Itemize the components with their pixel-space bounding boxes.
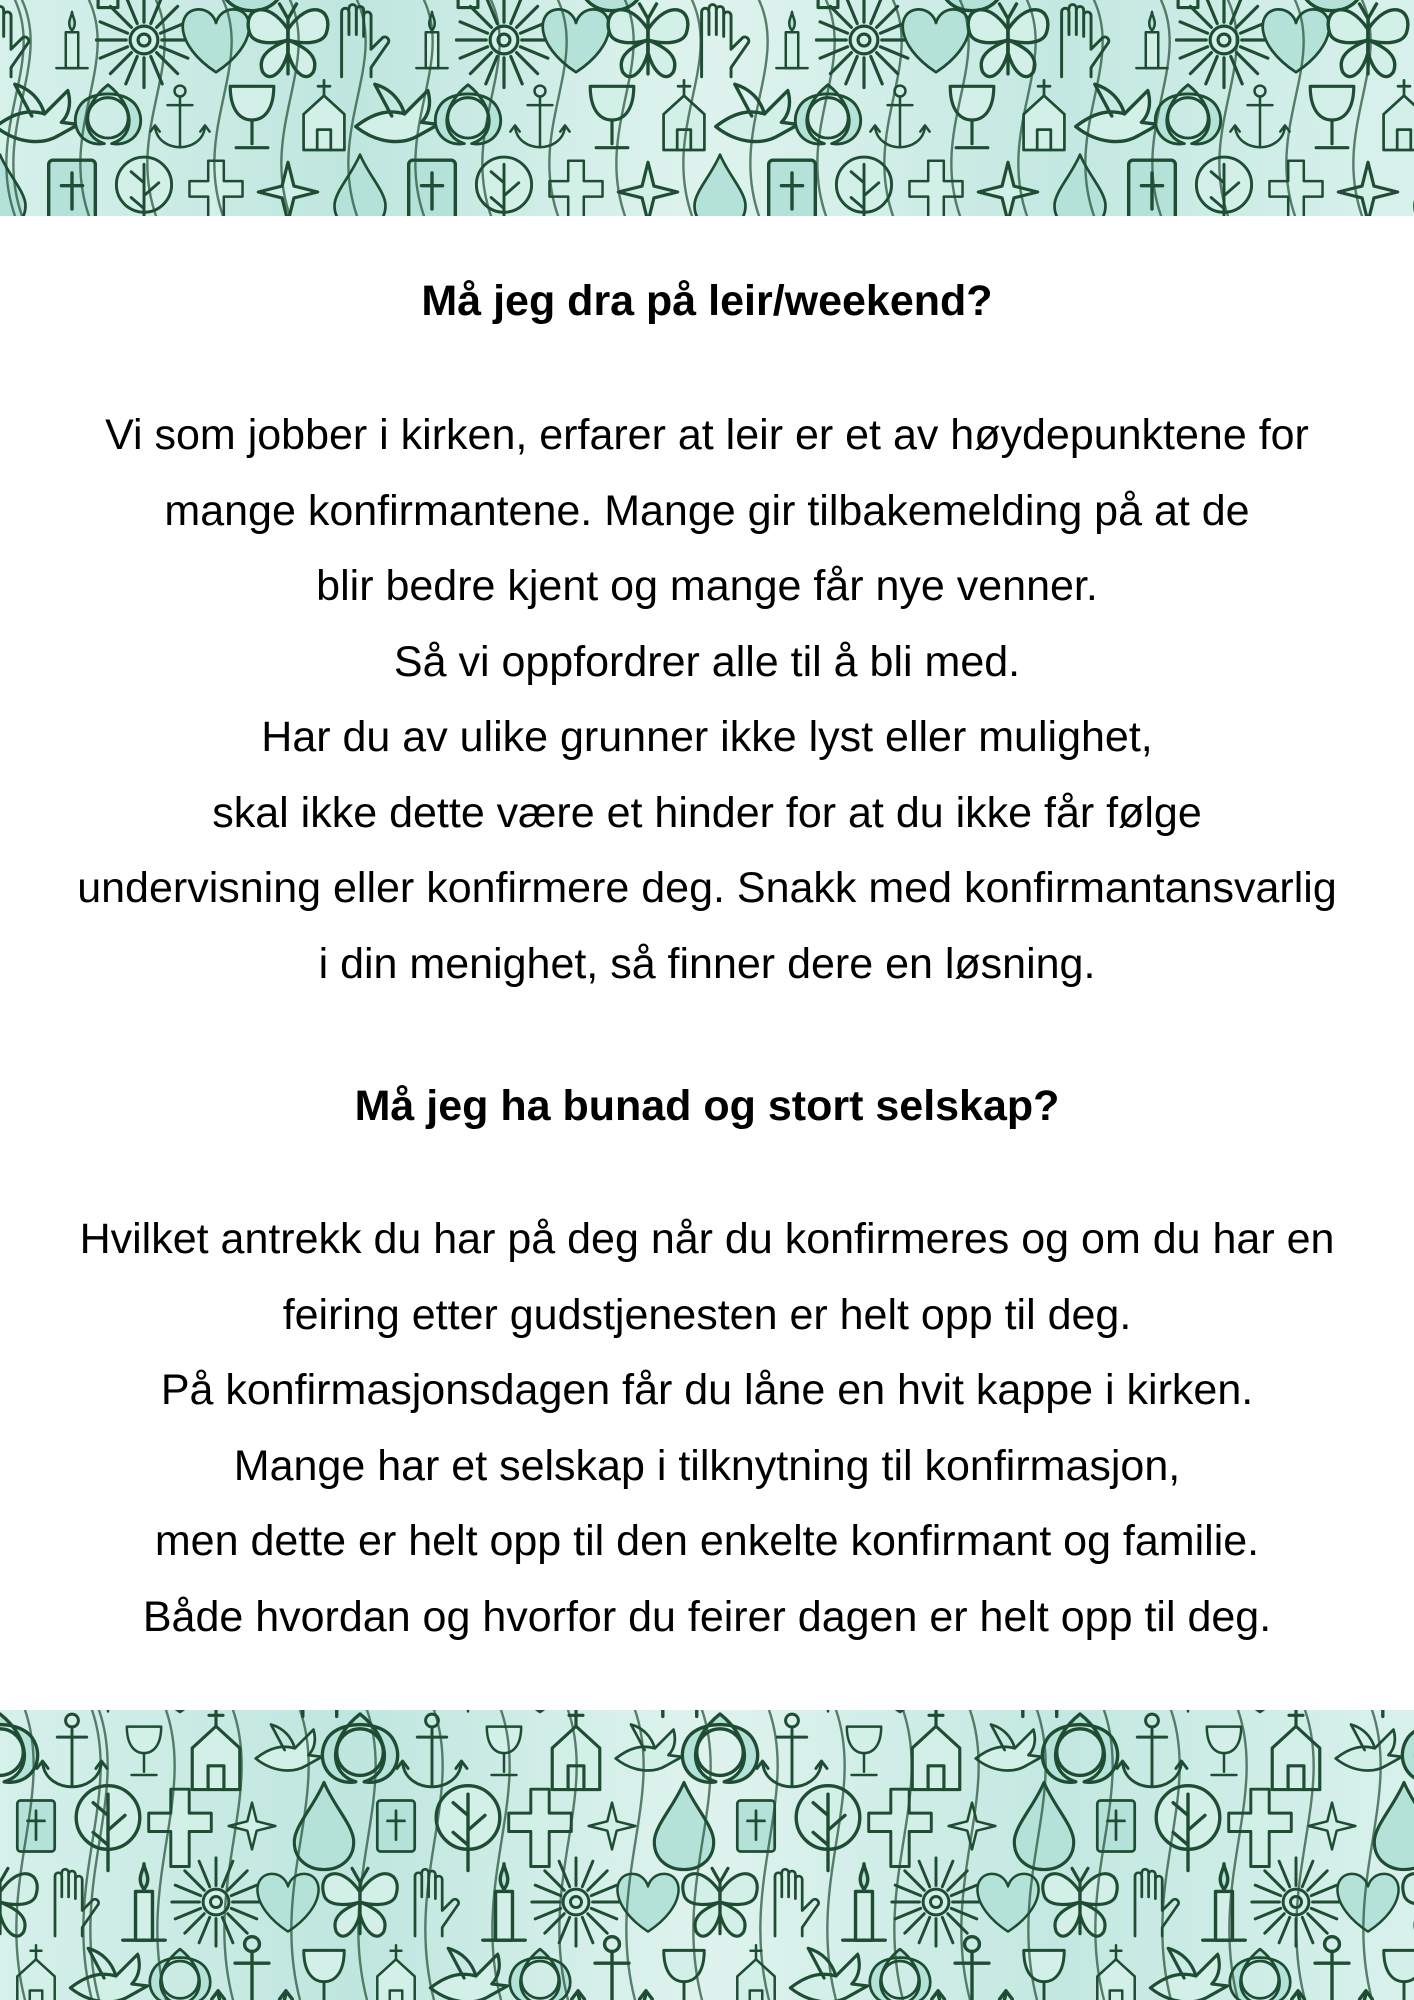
heart-icon: [543, 9, 610, 72]
hand-icon: [1383, 1710, 1414, 1716]
text-line: blir bedre kjent og mange får nye venner.: [316, 562, 1098, 610]
heart-icon: [1263, 9, 1330, 72]
text-line: Så vi oppfordrer alle til å bli med.: [393, 637, 1021, 686]
chalice-icon: [230, 86, 274, 147]
vine-line: [961, 1710, 978, 2000]
drop-icon: [1055, 155, 1106, 216]
text-line: Har du av ulike grunner ikke lyst eller mulighet,: [261, 713, 1153, 761]
anchor-icon: [870, 86, 929, 148]
chalice-icon: [127, 1727, 161, 1775]
text-line: i din menighet, så finner dere en løsning.: [318, 939, 1096, 988]
butterfly-icon: [1043, 1868, 1117, 1936]
vine-line: [750, 0, 767, 216]
candle-icon: [843, 1864, 885, 1940]
sun-icon: [791, 1710, 866, 1711]
page-content: [0, 216, 1414, 1710]
trinity-knot-icon: [1230, 1949, 1290, 2000]
church-icon: [737, 1945, 774, 2000]
church-icon: [912, 1710, 960, 1790]
star-icon: [1309, 1803, 1356, 1850]
star-icon: [618, 162, 677, 216]
vine-line: [760, 1710, 777, 2000]
text-line: Mange har et selskap i tilknytning til konfirmasjon,: [233, 1441, 1181, 1490]
anchor-icon: [397, 1714, 467, 1787]
anchor-icon: [150, 86, 209, 148]
butterfly-icon: [608, 4, 688, 77]
top-decorative-banner: [0, 0, 1414, 216]
text-line: undervisning eller konfirmere deg. Snakk med konfirmantansvarlig: [77, 864, 1337, 912]
candle-icon: [56, 12, 87, 68]
text-line: På konfirmasjonsdagen får du låne en hvit kappe i kirken.: [160, 1366, 1254, 1414]
bible-icon: [769, 160, 816, 216]
trinity-knot-icon: [1042, 1714, 1117, 1782]
heart-icon: [141, 1710, 219, 1712]
vine-line: [1229, 1710, 1246, 2000]
section-heading-camp: Må jeg dra på leir/weekend?: [421, 277, 993, 325]
tree-icon: [76, 1786, 140, 1871]
butterfly-icon: [248, 4, 328, 77]
anchor-icon: [510, 86, 569, 148]
candle-icon: [1136, 12, 1167, 68]
church-icon: [304, 80, 345, 150]
dove-icon: [976, 1725, 1042, 1771]
hand-icon: [702, 5, 749, 77]
section-text-camp: [0, 398, 1414, 1002]
church-symbol-pattern: [0, 1710, 1414, 2000]
section-text-bunad: [0, 1202, 1414, 1655]
heart-icon: [257, 1874, 318, 1932]
trinity-knot-icon: [1402, 1714, 1414, 1782]
vine-line: [358, 1710, 375, 2000]
sun-icon: [1176, 0, 1271, 88]
cross-icon: [1229, 1789, 1292, 1866]
candle-icon: [776, 12, 807, 68]
star-icon: [589, 1803, 636, 1850]
tree-icon: [116, 157, 171, 216]
star-icon: [978, 162, 1037, 216]
candle-icon: [1203, 1864, 1245, 1940]
vine-line: [827, 1710, 844, 2000]
chalice-icon: [1384, 1950, 1414, 2000]
sun-icon: [71, 1710, 146, 1711]
bible-icon: [49, 160, 96, 216]
sun-icon: [1151, 1710, 1226, 1711]
dove-icon: [1336, 1725, 1402, 1771]
heart-icon: [861, 1710, 939, 1712]
anchor-icon: [932, 1937, 1013, 2000]
star-icon: [1338, 162, 1397, 216]
dove-icon: [256, 1725, 322, 1771]
section-heading-bunad: Må jeg ha bunad og stort selskap?: [354, 1082, 1060, 1130]
bible-icon: [17, 1801, 54, 1852]
trinity-knot-icon: [1155, 85, 1220, 144]
anchor-icon: [572, 1937, 653, 2000]
cross-icon: [149, 1789, 212, 1866]
hand-icon: [1135, 1869, 1179, 1936]
text-line: Både hvordan og hvorfor du feirer dagen er helt opp til deg.: [142, 1592, 1272, 1641]
sun-icon: [532, 1858, 620, 1946]
heart-icon: [1337, 1874, 1398, 1932]
candle-icon: [483, 1864, 525, 1940]
drop-icon: [1374, 1782, 1414, 1869]
tree-icon: [796, 1786, 860, 1871]
heart-icon: [1221, 1710, 1299, 1712]
text-line: feiring etter gudstjenesten er helt opp til deg.: [282, 1290, 1132, 1339]
hand-icon: [775, 1869, 819, 1936]
bible-icon: [377, 1801, 414, 1852]
chalice-icon: [664, 1950, 704, 2000]
chalice-icon: [1207, 1727, 1241, 1775]
drop-icon: [335, 155, 386, 216]
sun-icon: [431, 1710, 506, 1711]
anchor-icon: [757, 1714, 827, 1787]
chalice-icon: [487, 1727, 521, 1775]
trinity-knot-icon: [322, 1714, 397, 1782]
dove-icon: [1150, 1948, 1227, 2000]
sun-icon: [172, 1858, 260, 1946]
chalice-icon: [304, 1950, 344, 2000]
text-line: men dette er helt opp til den enkelte konfirmant og familie.: [154, 1517, 1260, 1565]
cross-icon: [509, 1789, 572, 1866]
vine-line: [817, 0, 834, 216]
text-line: skal ikke dette være et hinder for at du ikke får følge: [212, 788, 1202, 837]
chalice-icon: [1310, 86, 1354, 147]
vine-line: [425, 1710, 442, 2000]
chalice-icon: [590, 86, 634, 147]
hand-icon: [303, 1710, 357, 1716]
bottom-decorative-banner: [0, 1710, 1414, 2000]
hand-icon: [663, 1710, 717, 1716]
tree-icon: [1156, 1786, 1220, 1871]
trinity-knot-icon: [682, 1714, 757, 1782]
cross-icon: [909, 161, 962, 216]
text-line: mange konfirmantene. Mange gir tilbakemelding på at de: [164, 486, 1250, 535]
church-symbol-pattern: [0, 0, 1414, 216]
butterfly-icon: [1403, 1868, 1414, 1936]
hand-icon: [415, 1869, 459, 1936]
hand-icon: [1023, 1710, 1077, 1716]
chalice-icon: [847, 1727, 881, 1775]
trinity-knot-icon: [435, 85, 500, 144]
church-icon: [192, 1710, 240, 1790]
tree-icon: [436, 1786, 500, 1871]
text-line: Hvilket antrekk du har på deg når du konfirmeres og om du har en: [79, 1215, 1335, 1263]
text-line: Vi som jobber i kirken, erfarer at leir er et av høydepunktene for: [105, 411, 1309, 459]
sun-icon: [96, 0, 191, 88]
drop-icon: [695, 155, 746, 216]
anchor-icon: [1230, 86, 1289, 148]
cross-icon: [869, 1789, 932, 1866]
church-icon: [1384, 80, 1414, 150]
cross-icon: [1269, 161, 1322, 216]
cross-icon: [549, 161, 602, 216]
dove-icon: [70, 1948, 147, 2000]
heart-icon: [183, 9, 250, 72]
heart-icon: [903, 9, 970, 72]
sun-icon: [456, 0, 551, 88]
dove-icon: [616, 1725, 682, 1771]
church-icon: [377, 1945, 414, 2000]
